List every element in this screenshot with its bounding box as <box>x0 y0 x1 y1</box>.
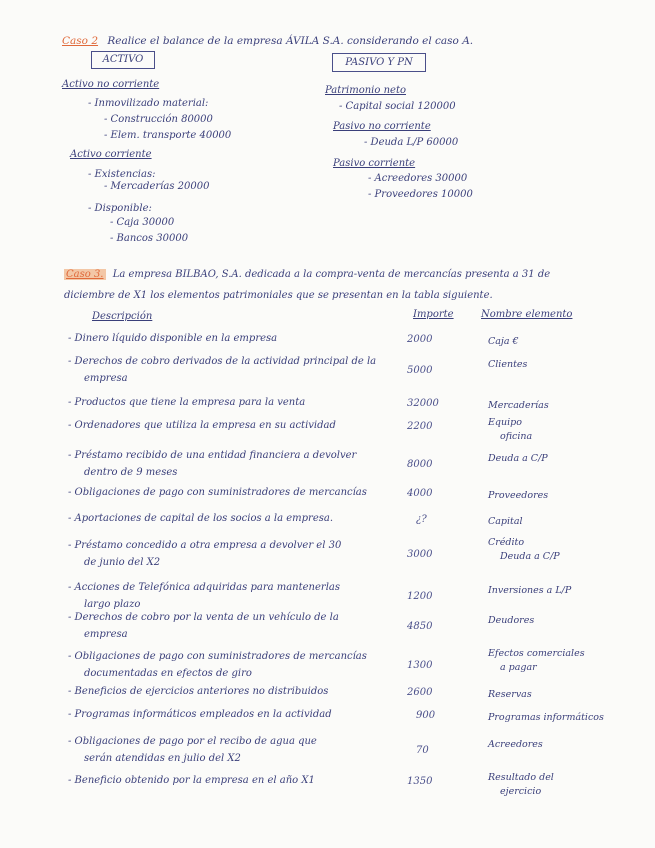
case2-title: Realice el balance de la empresa ÁVILA S.A. considerando el caso A. <box>107 35 474 47</box>
row-description: - Obligaciones de pago por el recibo de agua que <box>68 736 317 747</box>
case3-label: Caso 3. <box>66 269 104 280</box>
inmov-title: - Inmovilizado material: <box>88 98 209 109</box>
construccion: - Construcción 80000 <box>104 114 213 125</box>
activo-box: ACTIVO <box>91 51 155 69</box>
proveedores: - Proveedores 10000 <box>368 189 473 200</box>
deuda-lp: - Deuda L/P 60000 <box>364 137 459 148</box>
row-description: - Derechos de cobro por la venta de un vehículo de la <box>68 612 339 623</box>
header-descripcion: Descripción <box>92 311 153 322</box>
row-nombre: a pagar <box>500 662 537 673</box>
row-importe: 3000 <box>407 549 433 560</box>
row-importe: 2000 <box>407 334 433 345</box>
activo-c-title: Activo corriente <box>70 149 152 160</box>
row-importe: 8000 <box>407 459 433 470</box>
row-importe: 32000 <box>407 398 439 409</box>
row-nombre: Deuda a C/P <box>488 453 548 464</box>
row-description: - Productos que tiene la empresa para la venta <box>68 397 306 408</box>
row-importe: 70 <box>416 745 429 756</box>
row-description: - Aportaciones de capital de los socios a la empresa. <box>68 513 334 524</box>
row-description: empresa <box>84 629 128 640</box>
row-nombre: Mercaderías <box>488 400 549 411</box>
row-description: - Obligaciones de pago con suministradores de mercancías <box>68 487 367 498</box>
pasivo-box: PASIVO Y PN <box>332 53 426 72</box>
caja: - Caja 30000 <box>110 217 175 228</box>
elem-transporte: - Elem. transporte 40000 <box>104 130 232 141</box>
row-nombre: Inversiones a L/P <box>488 585 572 596</box>
row-nombre: Deuda a C/P <box>500 551 560 562</box>
case3-intro-line2: diciembre de X1 los elementos patrimoniales que se presentan en la tabla siguiente. <box>64 290 493 301</box>
row-importe: 900 <box>416 710 436 721</box>
row-description: - Obligaciones de pago con suministradores de mercancías <box>68 651 367 662</box>
case2-label: Caso 2 <box>62 35 99 47</box>
row-nombre: Clientes <box>488 359 528 370</box>
row-importe: 2200 <box>407 421 433 432</box>
header-importe: Importe <box>413 309 454 320</box>
row-description: - Beneficio obtenido por la empresa en el año X1 <box>68 775 315 786</box>
row-nombre: Deudores <box>488 615 535 626</box>
row-nombre: Reservas <box>488 689 532 700</box>
row-nombre: ejercicio <box>500 786 542 797</box>
row-description: - Dinero líquido disponible en la empresa <box>68 333 278 344</box>
case3-intro-line1: La empresa BILBAO, S.A. dedicada a la compra-venta de mercancías presenta a 31 de <box>112 269 551 280</box>
row-nombre: Crédito <box>488 537 525 548</box>
row-importe: 4000 <box>407 488 433 499</box>
row-description: - Préstamo recibido de una entidad financiera a devolver <box>68 450 357 461</box>
row-description: de junio del X2 <box>84 557 161 568</box>
row-importe: ¿? <box>416 514 427 525</box>
row-description: - Programas informáticos empleados en la actividad <box>68 709 332 720</box>
case3-intro-1 <box>64 269 550 280</box>
header-nombre: Nombre elemento <box>481 309 573 320</box>
row-description: empresa <box>84 373 128 384</box>
acreedores: - Acreedores 30000 <box>368 173 468 184</box>
row-nombre: Programas informáticos <box>488 712 604 723</box>
row-importe: 4850 <box>407 621 433 632</box>
row-importe: 2600 <box>407 687 433 698</box>
row-nombre: Acreedores <box>488 739 543 750</box>
row-description: dentro de 9 meses <box>84 467 178 478</box>
disponible-title: - Disponible: <box>88 203 152 214</box>
row-importe: 5000 <box>407 365 433 376</box>
row-nombre: Proveedores <box>488 490 549 501</box>
row-description: - Beneficios de ejercicios anteriores no distribuidos <box>68 686 329 697</box>
capital: - Capital social 120000 <box>339 101 456 112</box>
row-nombre: Capital <box>488 516 523 527</box>
row-importe: 1200 <box>407 591 433 602</box>
row-nombre: Equipo <box>488 417 522 428</box>
row-description: serán atendidas en julio del X2 <box>84 753 241 764</box>
row-description: largo plazo <box>84 599 141 610</box>
row-nombre: Caja € <box>488 336 519 347</box>
case2-header <box>62 35 473 47</box>
row-description: - Préstamo concedido a otra empresa a devolver el 30 <box>68 540 342 551</box>
bancos: - Bancos 30000 <box>110 233 189 244</box>
row-description: - Derechos de cobro derivados de la actividad principal de la <box>68 356 377 367</box>
row-nombre: Efectos comerciales <box>488 648 585 659</box>
row-nombre: oficina <box>500 431 533 442</box>
mercaderias: - Mercaderías 20000 <box>104 181 210 192</box>
row-description: documentadas en efectos de giro <box>84 668 252 679</box>
pasivo-nc-title: Pasivo no corriente <box>333 121 431 132</box>
exist-title: - Existencias: <box>88 169 156 180</box>
patrimonio-title: Patrimonio neto <box>325 85 406 96</box>
row-importe: 1350 <box>407 776 433 787</box>
row-nombre: Resultado del <box>488 772 554 783</box>
row-description: - Ordenadores que utiliza la empresa en su actividad <box>68 420 336 431</box>
pasivo-c-title: Pasivo corriente <box>333 158 416 169</box>
row-importe: 1300 <box>407 660 433 671</box>
row-description: - Acciones de Telefónica adquiridas para mantenerlas <box>68 582 340 593</box>
activo-nc-title: Activo no corriente <box>62 79 160 90</box>
